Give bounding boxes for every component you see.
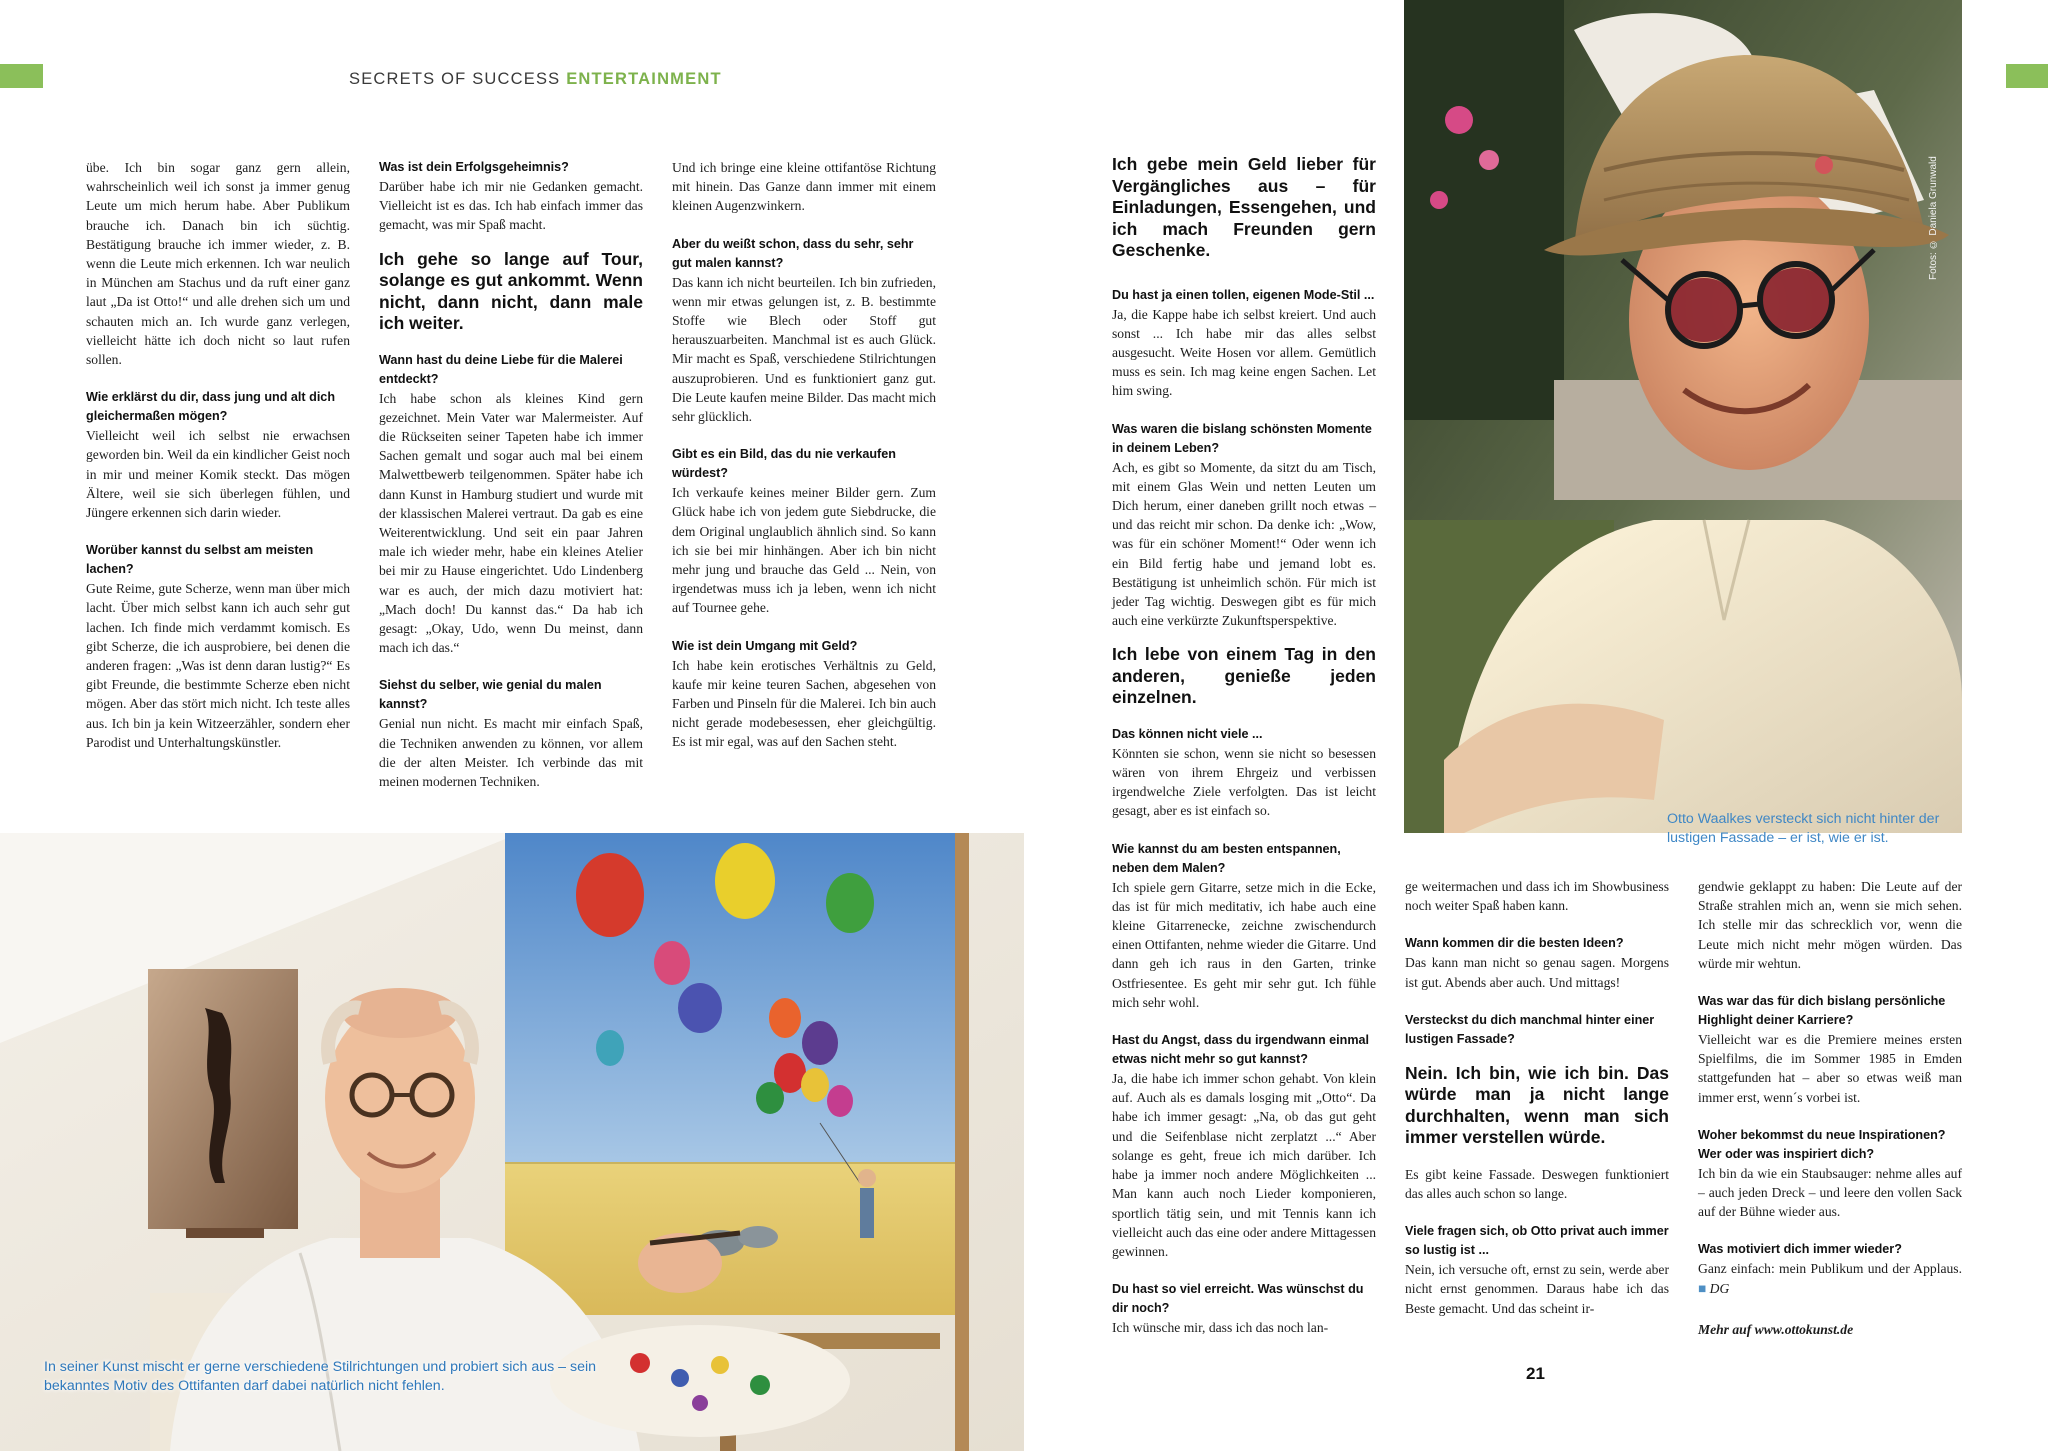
answer: Könnten sie schon, wenn sie nicht so besessen wären von ihrem Ehrgeiz und verbissen irgendwelche Ziele verfolgten. Das ist leicht gesagt, aber es ist einfach so. [1112,745,1376,819]
answer: Das kann ich nicht beurteilen. Ich bin zufrieden, wenn mir etwas gelungen ist, z. B. bestimmte Stoffe wie Blech oder Stoff gut herauszuarbeiten. Manchmal ist es auch Glück. Mir macht es Spaß, verschiedene Stilrichtungen auszuprobieren. Und es funktioniert ganz gut. Die Leute kaufen meine Bilder. Das macht mich sehr glücklich. [672,274,936,425]
right-page-tab [2006,64,2048,88]
question: Woher bekommst du neue Inspirationen? Wer oder was inspiriert dich? [1698,1127,1946,1161]
answer: Ich habe schon als kleines Kind gern gezeichnet. Mein Vater war Malermeister. Auf die Rückseiten seiner Tapeten habe ich immer Sachen gemalt und sogar auch mal bei einem Malwettbewerb teilgenommen. Später habe ich dann Kunst in Hamburg studiert und wurde mit der klassischen Malerei vertraut. Da gab es eine Weiterentwicklung. Und seit ein paar Jahren male ich wieder mehr, habe ein kleines Atelier bei mir zu Hause eingerichtet. Udo Lindenberg war es auch, der mich dazu motiviert hat: „Mach doch! Du kannst das.“ Da hab ich gesagt: „Okay, Udo, wenn Du meinst, dann mach ich das.“ [379,390,643,656]
end-mark: ■ [1698,1280,1707,1296]
question: Was war das für dich bislang persönliche Highlight deiner Karriere? [1698,994,1946,1028]
answer: Gute Reime, gute Scherze, wenn man über mich lacht. Über mich selbst kann ich auch sehr gut lachen. Ich finde mich verdammt komisch. Es gibt Scherze, die ich ausprobiere, bei denen die anderen fragen: „Was ist denn daran lustig?“ Es gibt Freunde, die bestimmte Scherze eben nicht mögen. Aber das stört mich nicht. Ich teste alles aus. Ich bin ja kein Witzeerzähler, sondern eher Parodist und Unterhaltungskünstler. [86,581,350,750]
paragraph: Und ich bringe eine kleine ottifantöse Richtung mit hinein. Das Ganze dann immer mit einem kleinen Augenzwinkern. [672,160,936,214]
answer: Ich bin da wie ein Staubsauger: nehme alles auf – auch jeden Dreck – und leere den vollen Sack auf der Bühne wieder aus. [1698,1165,1962,1220]
pull-quote: Ich lebe von einem Tag in den anderen, genieße jeden einzelnen. [1112,644,1376,708]
answer: Ja, die Kappe habe ich selbst kreiert. Und auch sonst ... Ich habe mir das alles selbst ausgesucht. Weite Hosen vor allem. Gemütlich muss es sein. Ich mag keine engen Sachen. Let him swing. [1112,306,1376,399]
answer: Ich habe kein erotisches Verhältnis zu Geld, kaufe mir keine teuren Sachen, abgesehen von Farben und Pinseln für die Malerei. Ich bin auch nicht gerade modebesessen, eher gleichgültig. Es ist mir egal, was auf den Sachen steht. [672,657,936,750]
question: Versteckst du dich manchmal hinter einer lustigen Fassade? [1405,1012,1655,1046]
article-column-2 [379,158,643,791]
answer: Es gibt keine Fassade. Deswegen funktioniert das alles auch schon so lange. [1405,1166,1669,1202]
answer [1698,1259,1962,1297]
question: Das können nicht viele ... [1112,726,1263,741]
question: Wann hast du deine Liebe für die Malerei entdeckt? [379,352,623,386]
paragraph: übe. Ich bin sogar ganz gern allein, wahrscheinlich weil ich sonst ja immer genug Leute um mich herum habe. Aber Publikum brauche ich. Danach bin ich süchtig. Bestätigung brauche ich immer wieder, z. B. wenn die Leute mich erkennen. Ich war neulich in München am Stachus und da ruft einer ganz laut „Da ist Otto!“ und alle drehen sich um und schauten mich an. Ich wurde ganz verlegen, vielleicht hätte ich doch nicht so laut rufen sollen. [86,160,350,368]
right-photo-caption: Otto Waalkes versteckt sich nicht hinter der lustigen Fassade – er ist, wie er ist. [1667,811,1940,846]
question: Gibt es ein Bild, das du nie verkaufen würdest? [672,447,896,481]
question: Aber du weißt schon, dass du sehr, sehr gut malen kannst? [672,236,914,270]
article-column-4 [1112,154,1376,1337]
article-column-6 [1698,877,1962,1339]
question: Worüber kannst du selbst am meisten lachen? [86,543,314,577]
answer: Ich spiele gern Gitarre, setze mich in die Ecke, das ist für mich meditativ, ich habe auch eine kleine Gitarrenecke, zeichne zwischendurch einen Ottifanten, nehme wieder die Gitarre. Und dann geh ich raus in den Garten, trinke Ostfriesentee. Es geht mir sehr gut. Ich fühle mich sehr wohl. [1112,879,1376,1010]
left-page-tab [0,64,43,88]
page-number: 21 [1526,1364,1545,1383]
question: Du hast ja einen tollen, eigenen Mode-Stil ... [1112,287,1375,302]
article-column-3 [672,158,936,752]
question: Viele fragen sich, ob Otto privat auch immer so lustig ist ... [1405,1224,1669,1258]
question: Siehst du selber, wie genial du malen kannst? [379,678,602,712]
answer: Ja, die habe ich immer schon gehabt. Von klein auf. Auch als es damals losging mit „Otto“. Da habe ich immer gesagt: „Na, ob das gut geht und die Seifenblase nicht zerplatzt ...“ Aber solange es geht, freue ich mich darüber. Ich habe ja immer noch andere Möglichkeiten ... Man kann auch noch Lieder komponieren, sportlich tätig sein, und mit Tennis kann ich vielleicht auch das eine oder andere Mittagessen gewinnen. [1112,1071,1376,1259]
portrait-illustration [1404,0,1962,833]
paragraph: gendwie geklappt zu haben: Die Leute auf der Straße strahlen mich an, wenn sie mich sehen. Ich stelle mir das schrecklich vor, wenn die Leute mich nicht mehr mögen würden. Das würde mir wehtun. [1698,879,1962,971]
answer: Vielleicht war es die Premiere meines ersten Spielfilms, die im Sommer 1985 in Emden stattgefunden hat – aber so etwas weiß man immer erst, wenn´s vorbei ist. [1698,1032,1962,1105]
website-link[interactable]: Mehr auf www.ottokunst.de [1698,1321,1854,1337]
question: Hast du Angst, dass du irgendwann einmal etwas nicht mehr so gut kannst? [1112,1033,1370,1067]
answer: Ich verkaufe keines meiner Bilder gern. Zum Glück habe ich von jedem gute Siebdrucke, die dem Original unglaublich ähnlich sind. So kann ich sie bei mir hinhängen. Aber ich bin nicht mehr jung und brauche das Geld ... Nein, von irgendetwas muss ich ja leben, wenn ich nicht auf Tournee gehe. [672,485,936,616]
paragraph: ge weitermachen und dass ich im Showbusiness noch weiter Spaß haben kann. [1405,879,1669,914]
pull-quote: Ich gebe mein Geld lieber für Vergängliches aus – für Einladungen, Essengehen, und ich mach Freunden gern Geschenke. [1112,154,1376,260]
answer: Ach, es gibt so Momente, da sitzt du am Tisch, mit einem Glas Wein und netten Leuten um Dich herum, einer daneben grillt noch etwas – und das reicht mir schon. Da denke ich: „Wow, was für ein schöner Moment!“ Oder wenn ich ein Bild fertig habe und jemand lobt es. Bestätigung ist unheimlich schön. Für mich ist jeder Tag wichtig. Deswegen gibt es für mich auch eine verkürzte Zukunftsperspektive. [1112,459,1376,629]
left-photo-caption: In seiner Kunst mischt er gerne verschiedene Stilrichtungen und probiert sich aus – sein bekanntes Motiv des Ottifanten darf dabei natürlich nicht fehlen. [44,1359,597,1394]
question: Wie kannst du am besten entspannen, neben dem Malen? [1112,841,1341,875]
answer: Vielleicht weil ich selbst nie erwachsen geworden bin. Weil da ein kindlicher Geist noch in mir und meiner Komik steckt. Das mögen Ältere, weil sie sich überlegen fühlen, und Jüngere erkennen sich darin wieder. [86,428,350,521]
author-initials: DG [1709,1280,1730,1296]
answer-text: Ganz einfach: mein Publikum und der Applaus. [1698,1261,1962,1277]
question: Was ist dein Erfolgsgeheimnis? [379,160,569,174]
answer: Darüber habe ich mir nie Gedanken gemacht. Vielleicht ist es das. Ich hab einfach immer das gemacht, was mir Spaß macht. [379,179,643,233]
article-column-5 [1405,877,1669,1318]
portrait-photo [1404,0,1962,833]
photo-credit: Fotos: © Daniela Grunwald [1928,156,1939,280]
header-section: SECRETS OF SUCCESS [349,70,561,88]
question: Du hast so viel erreicht. Was wünschst du dir noch? [1112,1282,1364,1316]
article-column-1 [86,158,350,752]
running-header [349,70,722,89]
question: Wie ist dein Umgang mit Geld? [672,638,858,653]
question: Wie erklärst du dir, dass jung und alt dich gleichermaßen mögen? [86,390,336,424]
answer: Ich wünsche mir, dass ich das noch lan- [1112,1320,1329,1336]
question: Was motiviert dich immer wieder? [1698,1242,1902,1257]
header-category: ENTERTAINMENT [566,70,722,88]
answer: Das kann man nicht so genau sagen. Morgens ist gut. Abends aber auch. Und mittags! [1405,955,1669,990]
question: Wann kommen dir die besten Ideen? [1405,936,1624,951]
pull-quote: Nein. Ich bin, wie ich bin. Das würde man ja nicht lange durchhalten, wenn man sich immer verstellen würde. [1405,1062,1669,1148]
pull-quote: Ich gehe so lange auf Tour, solange es gut ankommt. Wenn nicht, dann nicht, dann male ich weiter. [379,248,643,334]
answer: Nein, ich versuche oft, ernst zu sein, werde aber nicht ernst genommen. Daraus habe ich das Beste gemacht. Und das scheint ir- [1405,1262,1669,1316]
answer: Genial nun nicht. Es macht mir einfach Spaß, die Techniken anwenden zu können, vor allem die der alten Meister. Ich verbinde das mit meinen modernen Techniken. [379,716,643,790]
question: Was waren die bislang schönsten Momente in deinem Leben? [1112,421,1372,455]
